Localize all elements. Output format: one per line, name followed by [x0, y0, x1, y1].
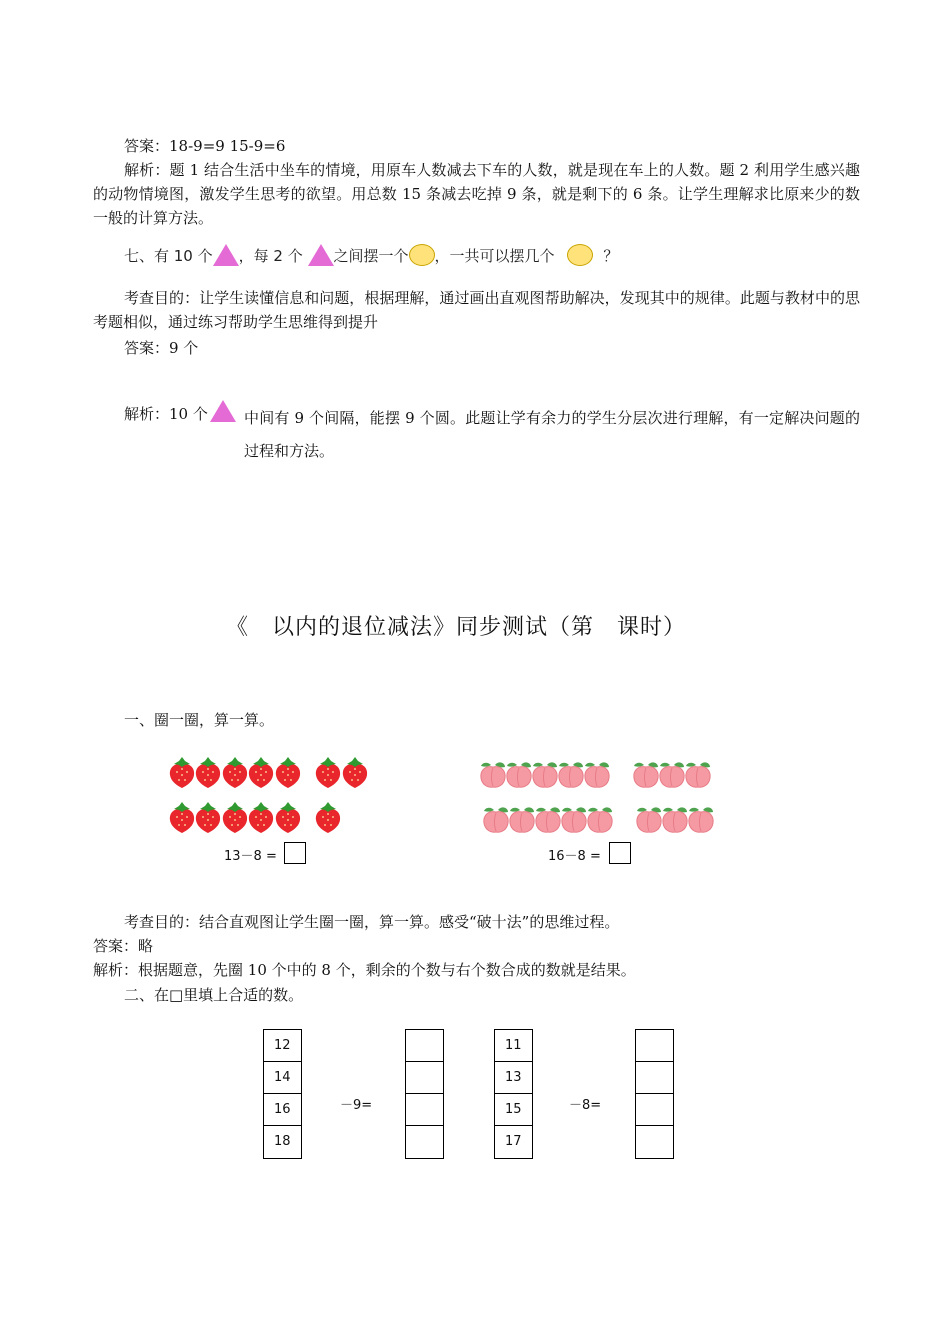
s2-right-answer-column [635, 1029, 674, 1159]
peach [559, 762, 583, 787]
peach [660, 762, 684, 787]
peach [481, 762, 505, 787]
number-cell: 17 [505, 1134, 522, 1149]
s2-left-number-column [263, 1029, 302, 1159]
peach [686, 762, 710, 787]
answer-cell[interactable] [636, 1062, 673, 1094]
strawberry [343, 757, 367, 788]
answer-cell[interactable] [406, 1062, 443, 1094]
answer-box[interactable] [284, 842, 306, 864]
triangle-icon [210, 400, 236, 422]
q7-text-5: ？ [603, 247, 619, 265]
q7-purpose: 考查目的：让学生读懂信息和问题，根据理解，通过画出直观图帮助解决，发现其中的规律。此题与教材中的思考题相似，通过练习帮助学生思维得到提升 [93, 289, 860, 331]
peach-group [478, 752, 723, 837]
strawberry [249, 757, 273, 788]
answer-cell[interactable] [406, 1030, 443, 1062]
strawberry [276, 757, 300, 788]
s2-heading: 二、在□里填上合适的数。 [124, 986, 304, 1004]
number-cell: 11 [495, 1030, 532, 1062]
strawberry [196, 757, 220, 788]
q7-analysis-body: 中间有 9 个间隔，能摆 9 个圆。此题让学有余力的学生分层次进行理解，有一定解决问题的过程和方法。 [244, 409, 860, 460]
peach [562, 807, 586, 832]
number-cell: 18 [274, 1134, 291, 1149]
peach [588, 807, 612, 832]
q7-analysis-body-wrap [244, 402, 860, 468]
q7-text-3: 之间摆一个 [333, 247, 409, 265]
q7-analysis-prefix: 解析：10 个 [124, 405, 208, 423]
previous-analysis: 解析：题 1 结合生活中坐车的情境，用原车人数减去下车的人数，就是现在车上的人数。题 2 利用学生感兴趣的动物情境图，激发学生思考的欲望。用总数 15 条减去吃掉 9 条，就是剩下的 6 条。让学生理解求比原来少的数一般的计算方法。 [93, 161, 860, 227]
s1-left-expression: 13－8 = [224, 849, 277, 864]
strawberry [223, 757, 247, 788]
answer-box[interactable] [609, 842, 631, 864]
answer-cell[interactable] [636, 1126, 673, 1158]
s2-right-operator: －8= [569, 1098, 602, 1113]
s1-analysis: 解析：根据题意，先圈 10 个中的 8 个，剩余的个数与右个数合成的数就是结果。 [93, 961, 636, 979]
s2-left-answer-column [405, 1029, 444, 1159]
strawberry [276, 802, 300, 833]
q7-text-2: ，每 2 个 [238, 247, 303, 265]
q7-text-4: ，一共可以摆几个 [434, 247, 555, 265]
peach [536, 807, 560, 832]
peach [585, 762, 609, 787]
peach [507, 762, 531, 787]
previous-answer: 答案：18-9=9 15-9=6 [124, 137, 286, 155]
q7-text-1: 七、有 10 个 [124, 247, 213, 265]
number-cell: 14 [264, 1062, 301, 1094]
s1-right-expression: 16－8 = [548, 849, 601, 864]
answer-cell[interactable] [406, 1126, 443, 1158]
s2-left-operator: －9= [340, 1098, 373, 1113]
s2-right-number-column [494, 1029, 533, 1159]
number-cell: 16 [264, 1094, 301, 1126]
peach [484, 807, 508, 832]
peach [533, 762, 557, 787]
q7-answer: 答案：9 个 [124, 339, 199, 357]
number-cell: 15 [495, 1094, 532, 1126]
s1-purpose: 考查目的：结合直观图让学生圈一圈，算一算。感受“破十法”的思维过程。 [124, 913, 620, 931]
section-title: 《 以内的退位减法》同步测试（第 课时） [226, 615, 687, 640]
strawberry [196, 802, 220, 833]
number-cell: 13 [495, 1062, 532, 1094]
strawberry [223, 802, 247, 833]
answer-cell[interactable] [636, 1094, 673, 1126]
peach [510, 807, 534, 832]
strawberry [170, 757, 194, 788]
strawberry-group [165, 752, 380, 837]
q7-analysis-line1 [124, 402, 244, 426]
question-7 [124, 244, 618, 274]
s1-answer: 答案：略 [93, 937, 154, 955]
strawberry [249, 802, 273, 833]
strawberry [316, 802, 340, 833]
peach [637, 807, 661, 832]
peach [663, 807, 687, 832]
triangle-icon [308, 244, 334, 266]
number-cell: 12 [264, 1030, 301, 1062]
strawberry [316, 757, 340, 788]
circle-icon [409, 244, 435, 266]
answer-cell[interactable] [636, 1030, 673, 1062]
s1-heading: 一、圈一圈，算一算。 [124, 711, 275, 729]
answer-cell[interactable] [406, 1094, 443, 1126]
peach [634, 762, 658, 787]
triangle-icon [213, 244, 239, 266]
strawberry [170, 802, 194, 833]
peach [689, 807, 713, 832]
circle-icon [567, 244, 593, 266]
